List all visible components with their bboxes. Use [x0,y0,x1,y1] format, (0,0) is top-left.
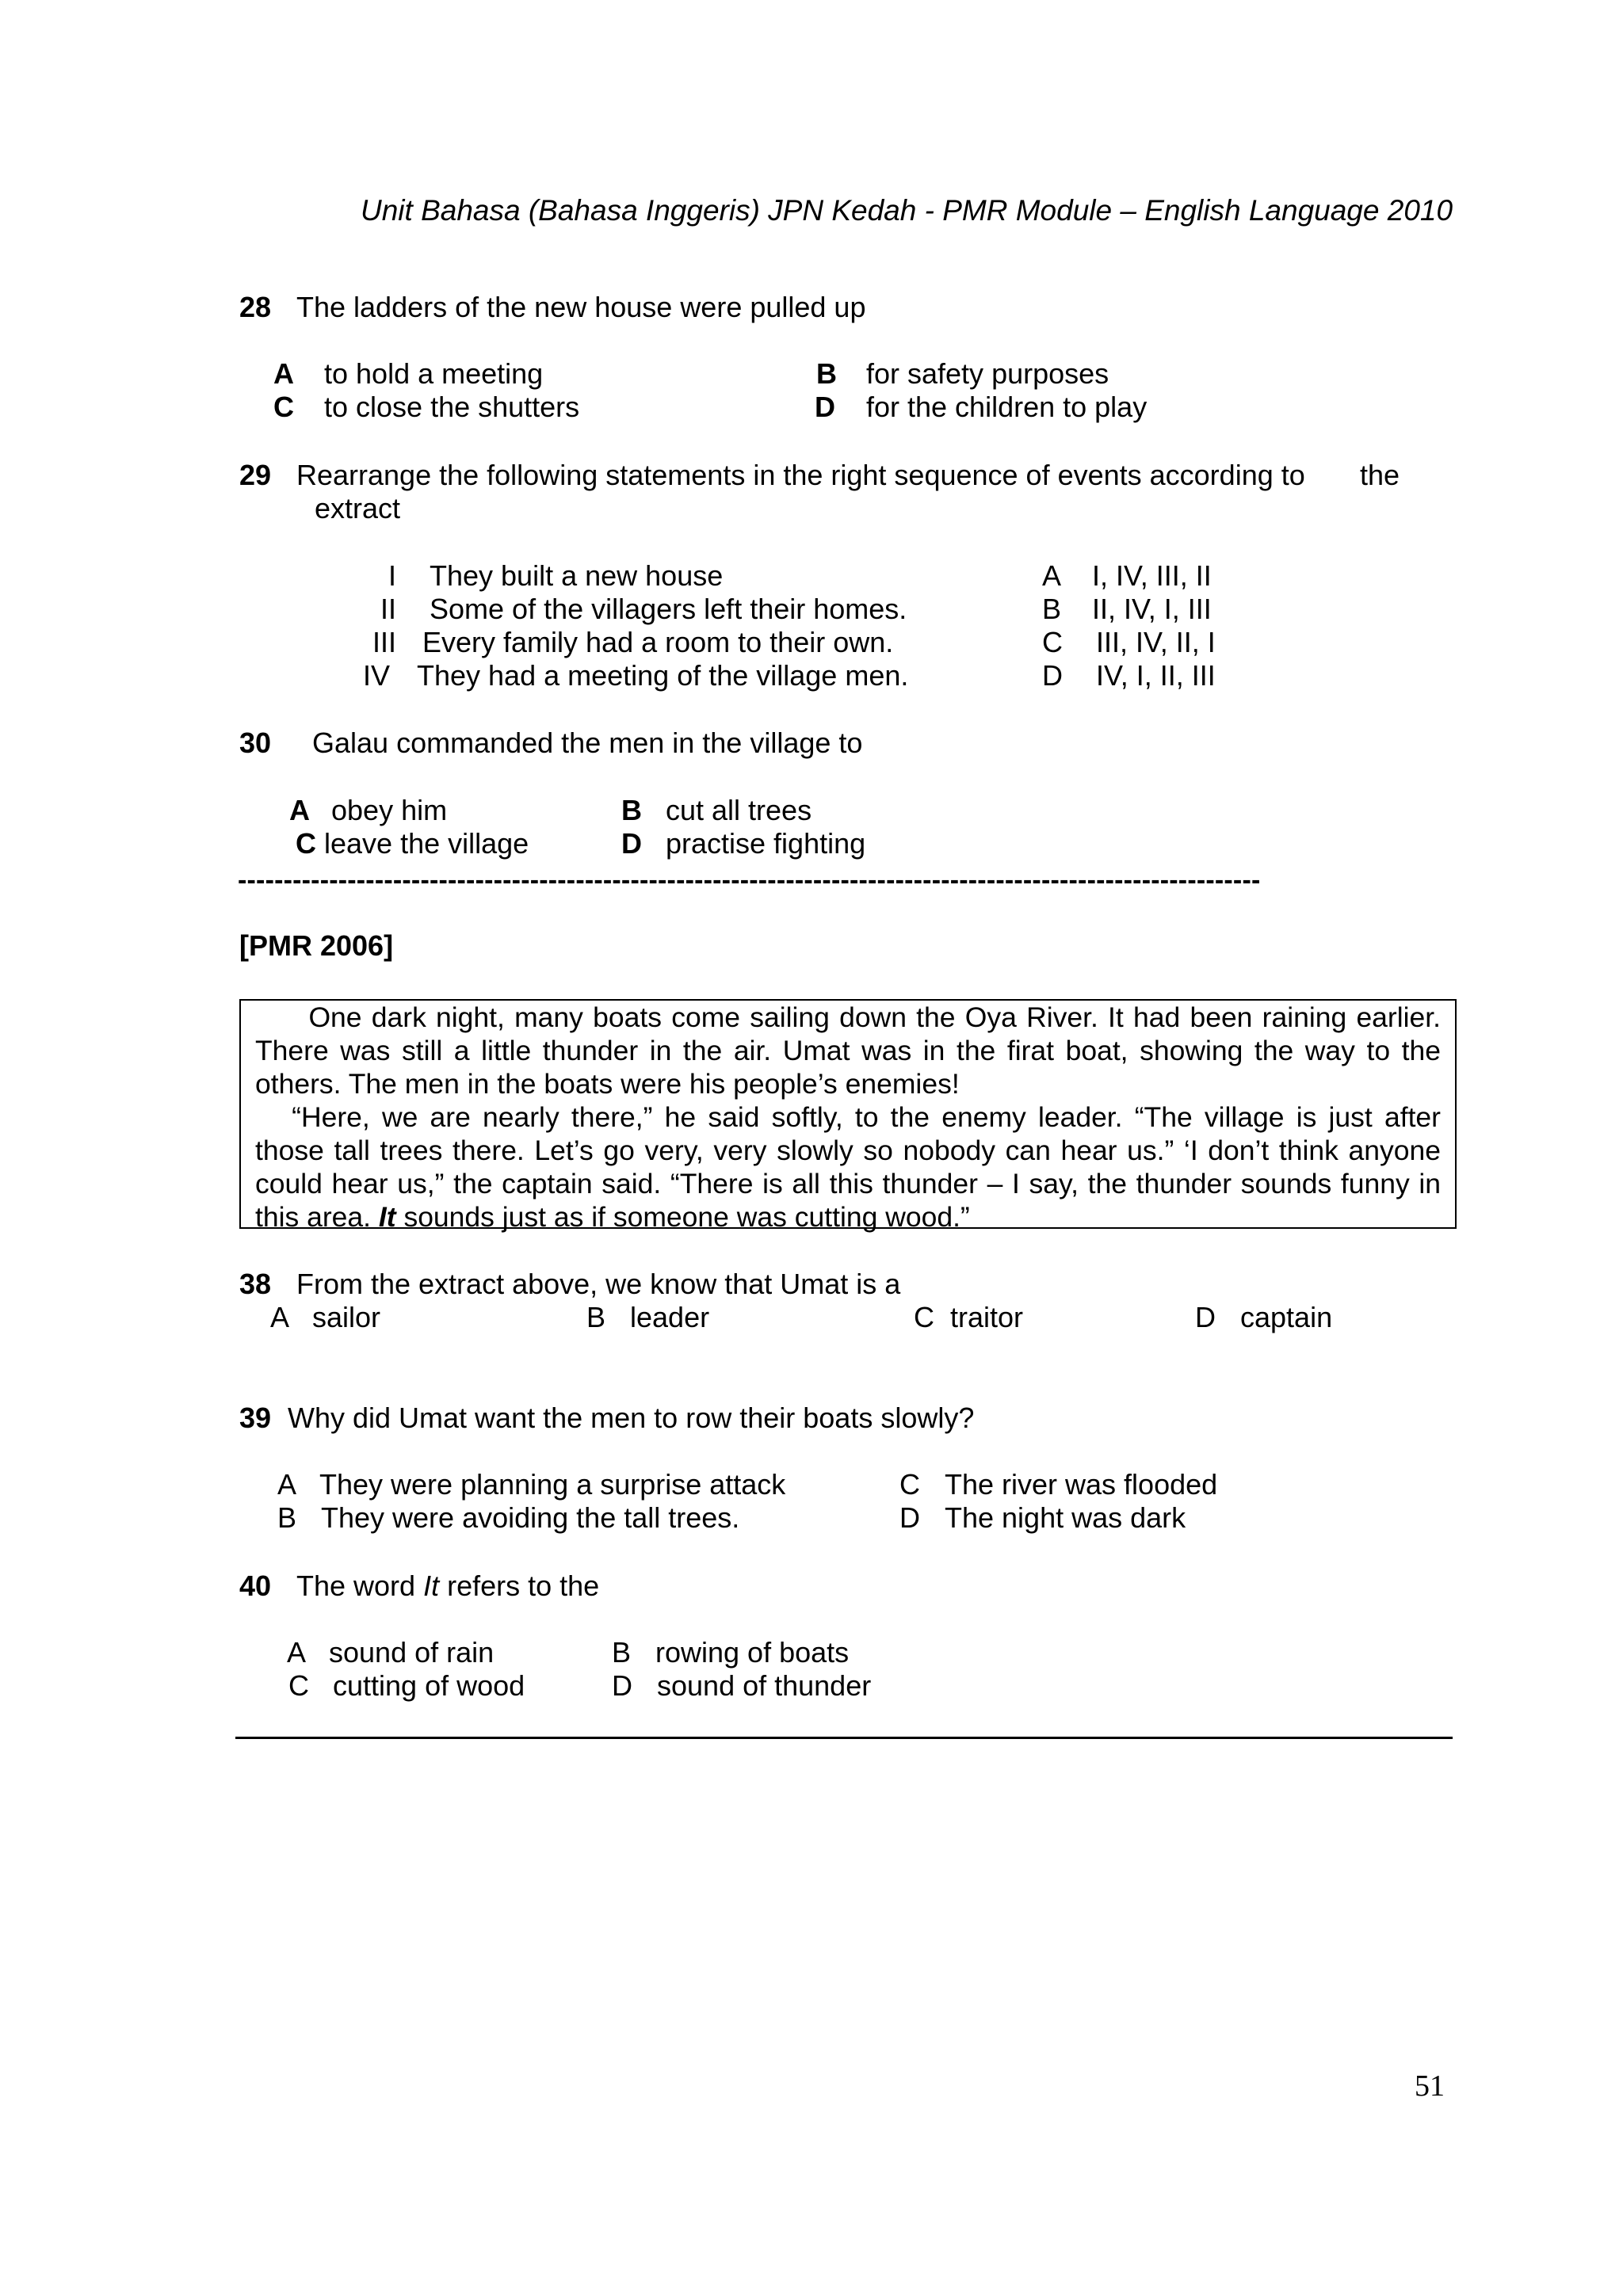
q38-option-text: captain [1240,1301,1333,1333]
q40-option-text: sound of rain [329,1636,495,1669]
q40-option-text: cutting of wood [333,1669,525,1702]
q29-statement-numeral: III [372,626,396,658]
q29-option-text: III, IV, II, I [1096,626,1216,658]
extract-paragraph-1: One dark night, many boats come sailing down the Oya River. It had been raining earlier. There was still a little thunder in the air. Umat was in the firat boat, showing the way to the others. The men in the boats were his people’s enemies! [255,1001,1441,1100]
extract-box [239,999,1457,1233]
q40-option-letter: A [287,1636,307,1669]
q39-option-text: They were avoiding the tall trees. [321,1501,740,1534]
q30-stem: Galau commanded the men in the village to [312,727,863,759]
q40-option-letter: C [288,1669,309,1702]
q30-option-d-letter: D [621,827,642,860]
q39-option-text: They were planning a surprise attack [319,1468,786,1501]
extract-paragraph-2-part2: sounds just as if someone was cutting wood.” [395,1201,970,1233]
q39-option-letter: C [899,1468,920,1501]
q40-number: 40 [239,1569,272,1602]
q30-option-c-text: leave the village [324,827,529,860]
page-number: 51 [1415,2069,1445,2103]
q29-statement-numeral: I [388,559,396,592]
q29-statement-text: They built a new house [430,559,724,592]
q38-option-text: leader [630,1301,710,1333]
q38-option-letter: C [914,1301,934,1333]
q38-option-letter: B [586,1301,606,1333]
q39-stem: Why did Umat want the men to row their boats slowly? [288,1402,975,1434]
q28-option-a-letter: A [273,357,294,390]
q29-statement-numeral: IV [362,659,390,692]
q38-option-letter: D [1195,1301,1216,1333]
q29-option-letter: C [1042,626,1063,658]
q29-option-letter: D [1042,659,1063,692]
q39-option-text: The river was flooded [945,1468,1218,1501]
q38-stem: From the extract above, we know that Umat is a [296,1268,901,1300]
q30-option-a-letter: A [289,794,310,826]
q28-option-a-text: to hold a meeting [324,357,544,390]
q29-statement-text: Every family had a room to their own. [422,626,894,658]
q29-stem-line1: Rearrange the following statements in the right sequence of events according to [296,459,1305,491]
q39-number: 39 [239,1402,272,1434]
q28-option-d-letter: D [815,391,835,423]
q28-option-b-text: for safety purposes [866,357,1109,390]
q29-statement-text: They had a meeting of the village men. [417,659,909,692]
q39-option-letter: D [899,1501,920,1534]
q29-option-text: IV, I, II, III [1096,659,1216,692]
section-separator: ---------------------------------------------------------------------------------------------------------------- [238,865,1261,895]
q39-option-letter: A [277,1468,297,1501]
q38-option-text: traitor [950,1301,1024,1333]
q29-stem-line1-end: the [1360,459,1400,491]
q40-stem-pre: The word [296,1569,424,1602]
extract-paragraph-2-part1: “Here, we are nearly there,” he said softly, to the enemy leader. “The village is just after those tall trees there. Let’s go very, very slowly so nobody can hear us.” ‘I don’t think anyone could hear us,” the captain said. “There is all this thunder – I say, the thunder sounds funny in this area. [255,1101,1441,1233]
q28-option-b-letter: B [816,357,837,390]
q29-option-letter: A [1042,559,1062,592]
q29-statement-numeral: II [380,593,396,625]
q40-stem-post: refers to the [439,1569,600,1602]
extract-emphasis-it: It [378,1201,396,1233]
q30-option-c-letter: C [296,827,316,860]
q28-option-d-text: for the children to play [866,391,1148,423]
q30-option-a-text: obey him [331,794,448,826]
q29-stem-line2: extract [315,492,401,524]
q40-option-text: rowing of boats [655,1636,850,1669]
q40-stem [296,1569,599,1603]
q38-option-text: sailor [312,1301,381,1333]
q29-number: 29 [239,459,272,491]
q39-option-letter: B [277,1501,297,1534]
q29-option-letter: B [1042,593,1062,625]
q40-option-text: sound of thunder [657,1669,872,1702]
q29-option-text: II, IV, I, III [1092,593,1212,625]
q40-stem-emphasis: It [423,1569,440,1602]
q29-statement-text: Some of the villagers left their homes. [430,593,907,625]
q30-option-b-text: cut all trees [666,794,812,826]
section-end-rule [235,1737,1453,1739]
q29-option-text: I, IV, III, II [1092,559,1212,592]
q28-option-c-text: to close the shutters [324,391,580,423]
extract-paragraph-2 [255,1100,1441,1234]
q38-option-letter: A [270,1301,290,1333]
q30-number: 30 [239,727,272,759]
q28-option-c-letter: C [273,391,294,423]
q39-option-text: The night was dark [945,1501,1186,1534]
q40-option-letter: D [612,1669,632,1702]
q30-option-d-text: practise fighting [666,827,866,860]
section-label: [PMR 2006] [239,929,394,962]
q28-number: 28 [239,291,272,323]
running-header: Unit Bahasa (Bahasa Inggeris) JPN Kedah - PMR Module – English Language 2010 [361,194,1453,227]
q28-stem: The ladders of the new house were pulled up [296,291,866,323]
q38-number: 38 [239,1268,272,1300]
q30-option-b-letter: B [621,794,642,826]
q40-option-letter: B [612,1636,632,1669]
